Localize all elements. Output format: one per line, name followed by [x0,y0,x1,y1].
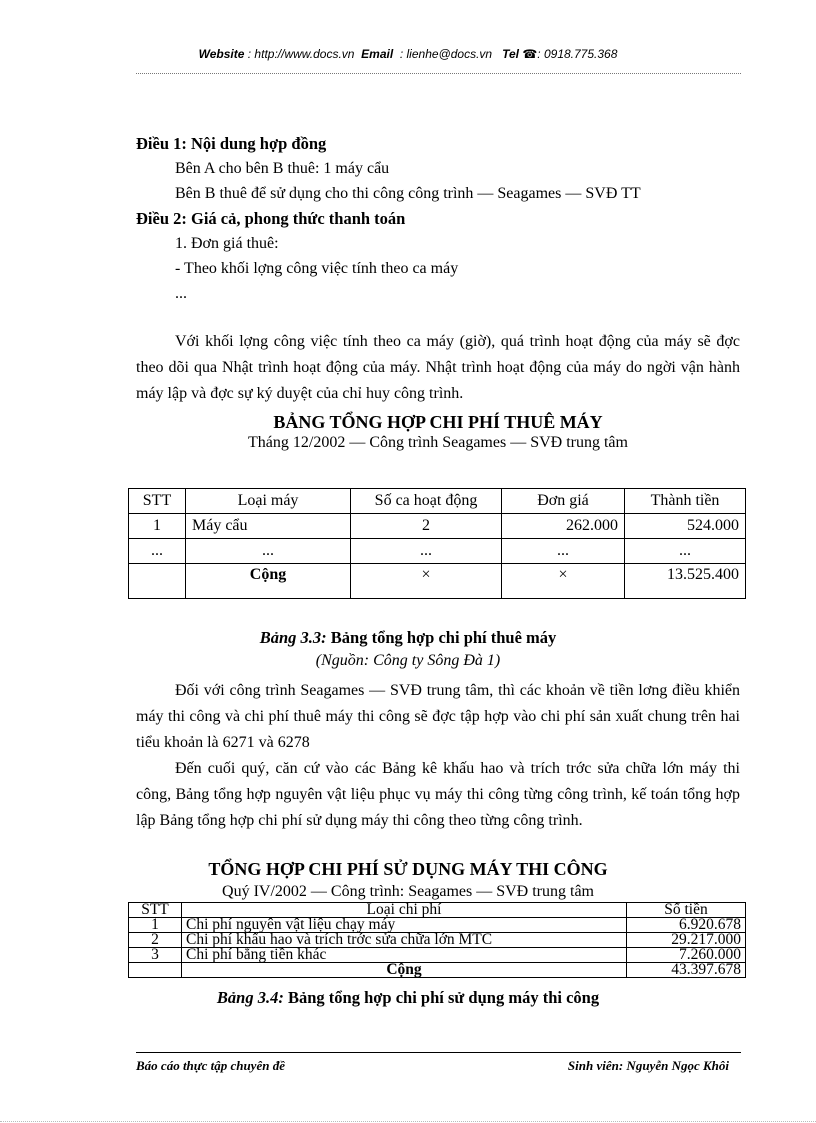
cell-amount: 6.920.678 [627,918,746,933]
col-header-stt: STT [129,903,182,918]
dieu1-line1: Bên A cho bên B thuê: 1 máy cẩu [175,160,390,177]
website-label: Website [198,47,245,61]
paragraph-2: Đối với công trình Seagames — SVĐ trung tâm, thì các khoản về tiền lơng điều khiển máy thi công và chi phí thuê máy thi công sẽ đợc tập hợp vào chi phí sản xuất chung trên hai tiểu khoản là 6271 và 6278 [136,682,740,751]
website-value[interactable]: : http://www.docs.vn [247,47,355,61]
page-bottom-divider [0,1121,816,1122]
machine-usage-cost-table [128,902,746,978]
table-row [129,539,746,564]
total-amount: 13.525.400 [625,564,746,599]
phone-icon: ☎ [522,47,538,61]
paragraph-1: Với khối lợng công việc tính theo ca máy (giờ), quá trình hoạt động của máy sẽ đợc theo dõi qua Nhật trình hoạt động của máy. Nhật trình hoạt động của máy do ngời vận hành máy lập và đợc sự ký duyệt của chỉ huy công trình. [136,333,740,402]
col-header-stt: STT [129,489,186,514]
cell-machine: Máy cẩu [186,514,351,539]
cell-machine: ... [186,539,351,564]
table2-subtitle: Quý IV/2002 — Công trình: Seagames — SVĐ trung tâm [222,883,594,900]
document-body-2 [136,678,740,834]
col-header-shifts: Số ca hoạt động [351,489,502,514]
dieu1-title: Điều 1: Nội dung hợp đồng [136,134,327,153]
table-row [129,514,746,539]
total-label: Cộng [186,564,351,599]
email-label: Email [361,47,394,61]
cell-stt: 1 [129,514,186,539]
dieu2-title: Điều 2: Giá cả, phong thức thanh toán [136,209,406,228]
tel-label: Tel [502,47,519,61]
table-row [129,948,746,963]
table-total-row [129,963,746,978]
footer-report-title: Báo cáo thực tập chuyên đề [136,1058,285,1073]
page-header [0,47,816,61]
cell-stt: 2 [129,933,182,948]
cell-stt: ... [129,539,186,564]
cell-cost-type: Chi phí khấu hao và trích trớc sửa chữa lớn MTC [182,933,627,948]
dieu2-line3: ... [175,285,187,302]
table1-caption-text: Bảng tổng hợp chi phí thuê máy [326,628,557,647]
cell-amount: 524.000 [625,514,746,539]
table2-caption [0,988,816,1008]
cell-shifts: × [351,564,502,599]
cell-amount: ... [625,539,746,564]
col-header-amount: Thành tiền [625,489,746,514]
paragraph-3: Đến cuối quý, căn cứ vào các Bảng kê khấu hao và trích trớc sửa chữa lớn máy thi công, Bảng tổng hợp nguyên vật liệu phục vụ máy thi công từng công trình, kế toán tổng hợp lập Bảng tổng hợp chi phí sử dụng máy thi công theo từng công trình. [136,760,740,829]
cell-stt [129,963,182,978]
table1-subtitle: Tháng 12/2002 — Công trình Seagames — SVĐ trung tâm [248,434,628,451]
col-header-machine: Loại máy [186,489,351,514]
total-amount: 43.397.678 [627,963,746,978]
cell-stt [129,564,186,599]
table2-title: TỔNG HỢP CHI PHÍ SỬ DỤNG MÁY THI CÔNG [208,859,608,879]
table-total-row [129,564,746,599]
dieu1-line2: Bên B thuê để sử dụng cho thi công công trình — Seagames — SVĐ TT [175,185,641,202]
cell-shifts: 2 [351,514,502,539]
cell-cost-type: Chi phí bằng tiền khác [182,948,627,963]
col-header-amount: Số tiền [627,903,746,918]
header-divider [136,73,741,74]
cell-stt: 3 [129,948,182,963]
cell-stt: 1 [129,918,182,933]
cell-cost-type: Chi phí nguyên vật liệu chạy máy [182,918,627,933]
col-header-cost-type: Loại chi phí [182,903,627,918]
dieu2-line1: 1. Đơn giá thuê: [175,235,279,252]
table2-caption-text: Bảng tổng hợp chi phí sử dụng máy thi công [283,988,600,1007]
email-value[interactable]: : lienhe@docs.vn [399,47,493,61]
table-header-row [129,489,746,514]
col-header-unit-price: Đơn giá [502,489,625,514]
cell-amount: 7.260.000 [627,948,746,963]
rental-cost-table [128,488,746,599]
footer-divider [136,1052,741,1053]
cell-unit-price: 262.000 [502,514,625,539]
cell-unit-price: ... [502,539,625,564]
cell-amount: 29.217.000 [627,933,746,948]
table1-title: BẢNG TỔNG HỢP CHI PHÍ THUÊ MÁY [273,412,603,432]
total-label: Cộng [182,963,627,978]
table1-caption-num: Bảng 3.3: [259,628,327,647]
cell-unit-price: × [502,564,625,599]
dieu2-line2: - Theo khối lợng công việc tính theo ca máy [175,260,459,277]
spacer [136,306,740,329]
tel-value: : 0918.775.368 [537,47,618,61]
document-body [136,131,740,452]
table1-caption [0,628,816,648]
footer-student-name: Sinh viên: Nguyễn Ngọc Khôi [567,1058,729,1073]
cell-shifts: ... [351,539,502,564]
table2-caption-num: Bảng 3.4: [216,988,284,1007]
table1-source: (Nguồn: Công ty Sông Đà 1) [315,652,501,669]
